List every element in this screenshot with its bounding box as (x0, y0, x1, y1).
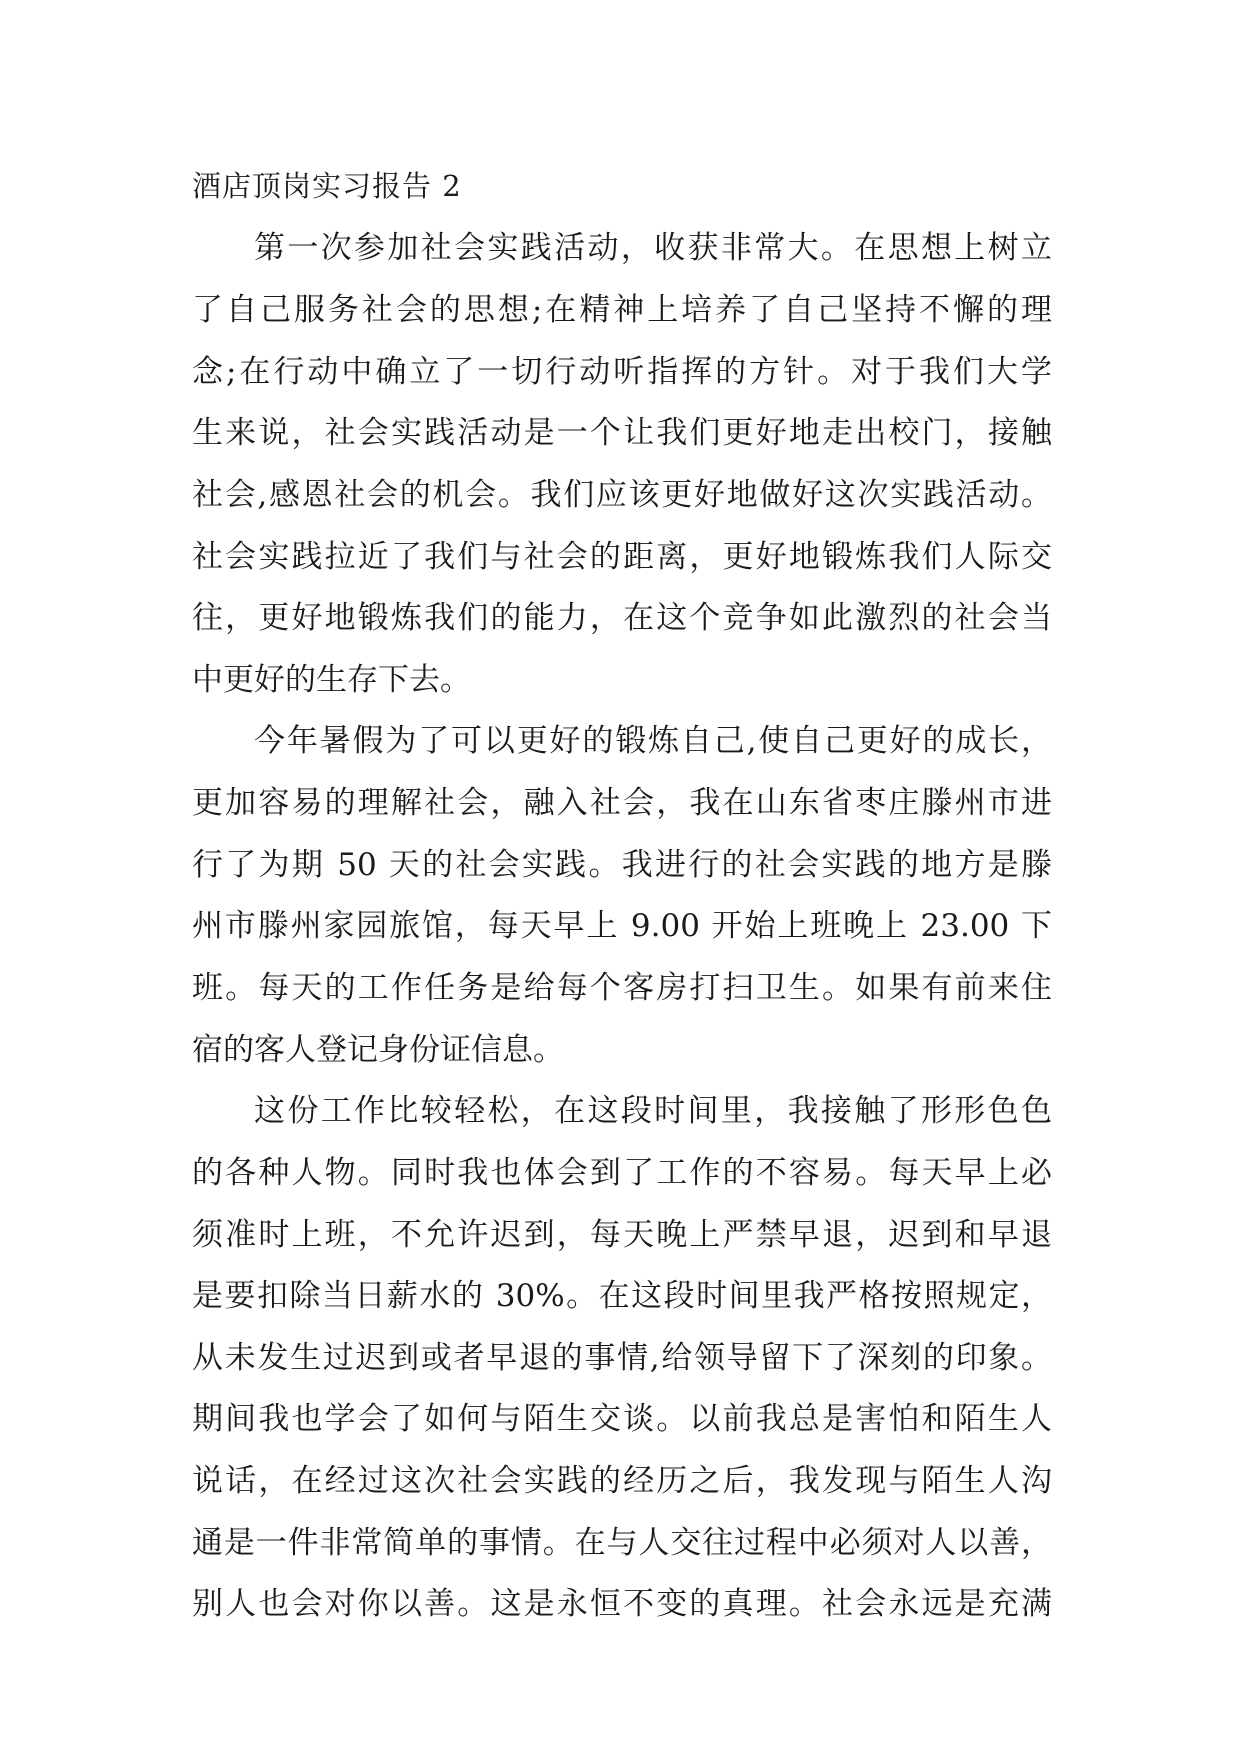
paragraph-line: 念;在行动中确立了一切行动听指挥的方针。对于我们大学 (192, 354, 1052, 390)
paragraph-line: 须准时上班，不允许迟到，每天晚上严禁早退，迟到和早退 (192, 1217, 1052, 1253)
paragraph-line: 社会实践拉近了我们与社会的距离，更好地锻炼我们人际交 (192, 539, 1052, 575)
paragraph-line: 别人也会对你以善。这是永恒不变的真理。社会永远是充满 (192, 1586, 1052, 1622)
paragraph-line: 班。每天的工作任务是给每个客房打扫卫生。如果有前来住 (192, 970, 1052, 1006)
paragraph-line: 第一次参加社会实践活动，收获非常大。在思想上树立 (254, 230, 1052, 266)
paragraph-line: 中更好的生存下去。 (192, 662, 471, 698)
paragraph-line: 生来说，社会实践活动是一个让我们更好地走出校门，接触 (192, 415, 1052, 451)
paragraph-line: 社会,感恩社会的机会。我们应该更好地做好这次实践活动。 (192, 477, 1052, 513)
document-title: 酒店顶岗实习报告 2 (192, 169, 462, 203)
paragraph-line: 从未发生过迟到或者早退的事情,给领导留下了深刻的印象。 (192, 1340, 1052, 1376)
paragraph-line: 说话，在经过这次社会实践的经历之后，我发现与陌生人沟 (192, 1463, 1052, 1499)
paragraph-line: 了自己服务社会的思想;在精神上培养了自己坚持不懈的理 (192, 292, 1052, 328)
paragraph-line: 更加容易的理解社会，融入社会，我在山东省枣庄滕州市进 (192, 785, 1052, 821)
paragraph-line: 通是一件非常简单的事情。在与人交往过程中必须对人以善， (192, 1525, 1052, 1561)
paragraph-line: 行了为期 50 天的社会实践。我进行的社会实践的地方是滕 (192, 847, 1052, 883)
paragraph-line: 今年暑假为了可以更好的锻炼自己,使自己更好的成长， (254, 723, 1052, 759)
paragraph-line: 这份工作比较轻松，在这段时间里，我接触了形形色色 (254, 1093, 1052, 1129)
paragraph-line: 的各种人物。同时我也体会到了工作的不容易。每天早上必 (192, 1155, 1052, 1191)
paragraph-line: 往，更好地锻炼我们的能力，在这个竞争如此激烈的社会当 (192, 600, 1052, 636)
paragraph-line: 期间我也学会了如何与陌生交谈。以前我总是害怕和陌生人 (192, 1401, 1052, 1437)
paragraph-line: 州市滕州家园旅馆，每天早上 9.00 开始上班晚上 23.00 下 (192, 908, 1052, 944)
paragraph-line: 是要扣除当日薪水的 30%。在这段时间里我严格按照规定， (192, 1278, 1052, 1314)
paragraph-line: 宿的客人登记身份证信息。 (192, 1032, 564, 1068)
